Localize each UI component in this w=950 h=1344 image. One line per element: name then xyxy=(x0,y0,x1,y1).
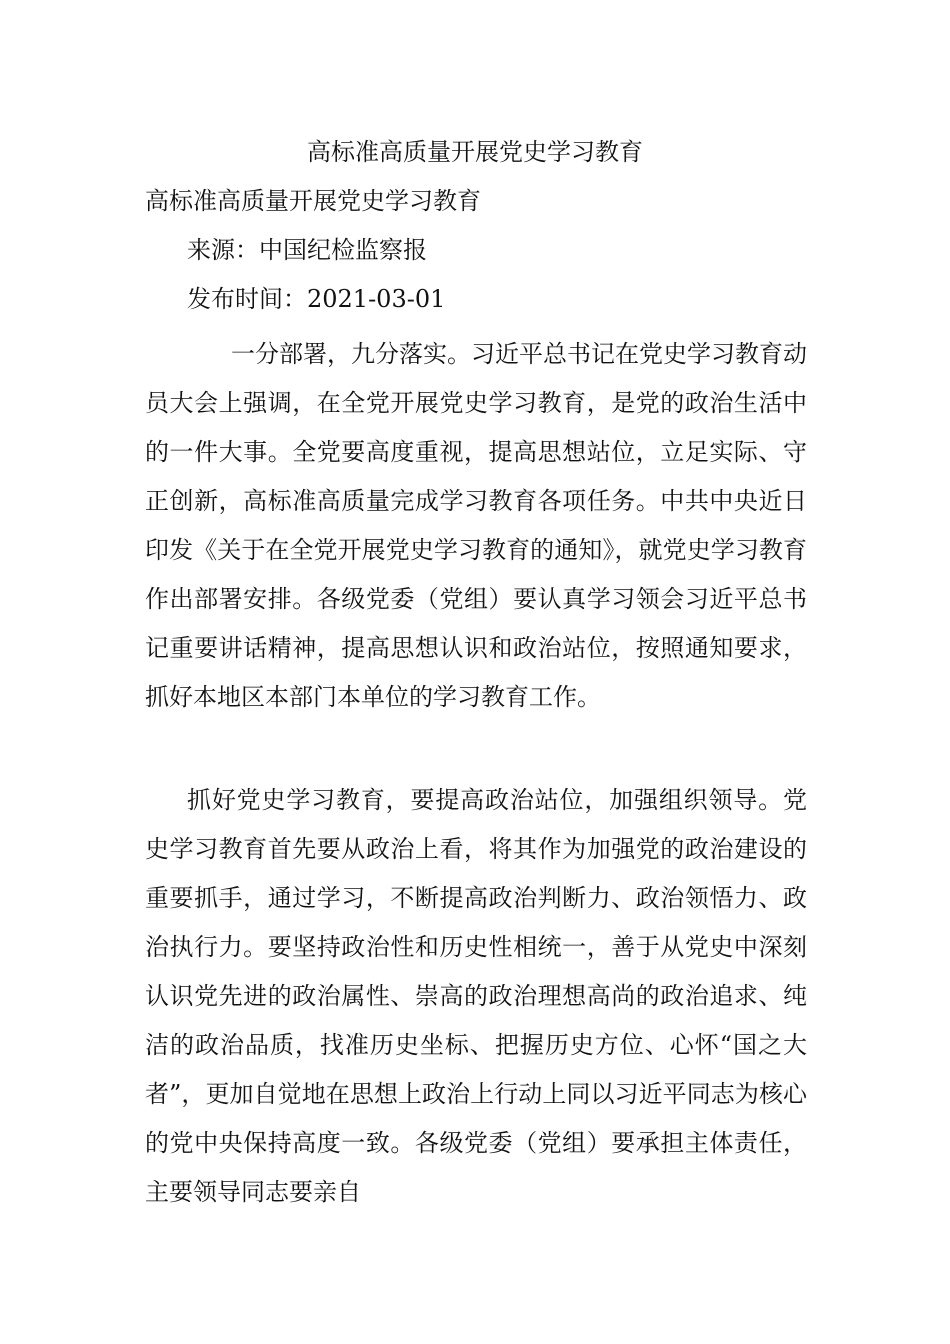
publish-time-line: 发布时间：2021-03-01 xyxy=(187,285,446,313)
document-subtitle: 高标准高质量开展党史学习教育 xyxy=(145,187,481,215)
body-paragraph-1: 一分部署，九分落实。习近平总书记在党史学习教育动员大会上强调，在全党开展党史学习教育，是党的政治生活中的一件大事。全党要高度重视，提高思想站位，立足实际、守正创新，高标准高质量完成学习教育各项任务。中共中央近日印发《关于在全党开展党史学习教育的通知》，就党史学习教育作出部署安排。各级党委（党组）要认真学习领会习近平总书记重要讲话精神，提高思想认识和政治站位，按照通知要求，抓好本地区本部门本单位的学习教育工作。 xyxy=(145,340,807,711)
source-line: 来源：中国纪检监察报 xyxy=(187,236,427,264)
document-title: 高标准高质量开展党史学习教育 xyxy=(307,138,643,166)
body-paragraph-2: 抓好党史学习教育，要提高政治站位，加强组织领导。党史学习教育首先要从政治上看，将其作为加强党的政治建设的重要抓手，通过学习，不断提高政治判断力、政治领悟力、政治执行力。要坚持政治性和历史性相统一，善于从党史中深刻认识党先进的政治属性、崇高的政治理想高尚的政治追求、纯洁的政治品质，找准历史坐标、把握历史方位、心怀“国之大者”，更加自觉地在思想上政治上行动上同以习近平同志为核心的党中央保持高度一致。各级党委（党组）要承担主体责任，主要领导同志要亲自 xyxy=(145,786,807,1206)
